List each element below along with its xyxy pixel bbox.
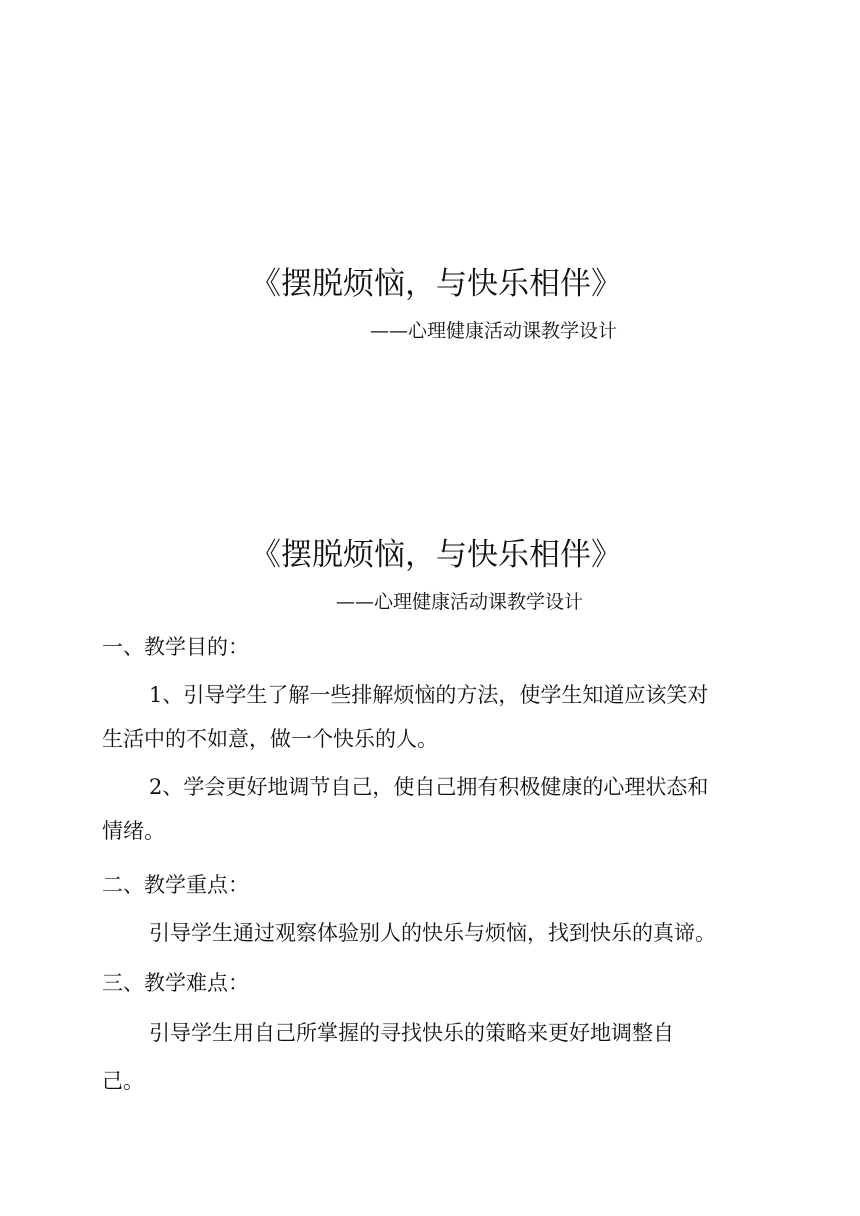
objective-item-1-line-2: 生活中的不如意，做一个快乐的人。 — [102, 727, 438, 751]
cover-subtitle: ——心理健康活动课教学设计 — [370, 320, 618, 342]
difficulties-heading: 三、教学难点： — [102, 971, 249, 995]
objective-item-2-line-2: 情绪。 — [102, 819, 165, 843]
difficulties-text-line-1: 引导学生用自己所掌握的寻找快乐的策略来更好地调整自 — [149, 1021, 674, 1045]
document-subtitle: ——心理健康活动课教学设计 — [336, 591, 584, 613]
cover-title: 《摆脱烦恼，与快乐相伴》 — [250, 266, 622, 302]
document-title: 《摆脱烦恼，与快乐相伴》 — [250, 537, 622, 573]
key-points-text: 引导学生通过观察体验别人的快乐与烦恼，找到快乐的真谛。 — [149, 921, 716, 945]
objectives-heading: 一、教学目的： — [102, 635, 249, 659]
objective-item-2-line-1: 2、学会更好地调节自己，使自己拥有积极健康的心理状态和 — [149, 775, 709, 799]
objective-item-1-line-1: 1、引导学生了解一些排解烦恼的方法，使学生知道应该笑对 — [149, 683, 709, 707]
key-points-heading: 二、教学重点： — [102, 873, 249, 897]
difficulties-text-line-2: 己。 — [102, 1069, 144, 1093]
